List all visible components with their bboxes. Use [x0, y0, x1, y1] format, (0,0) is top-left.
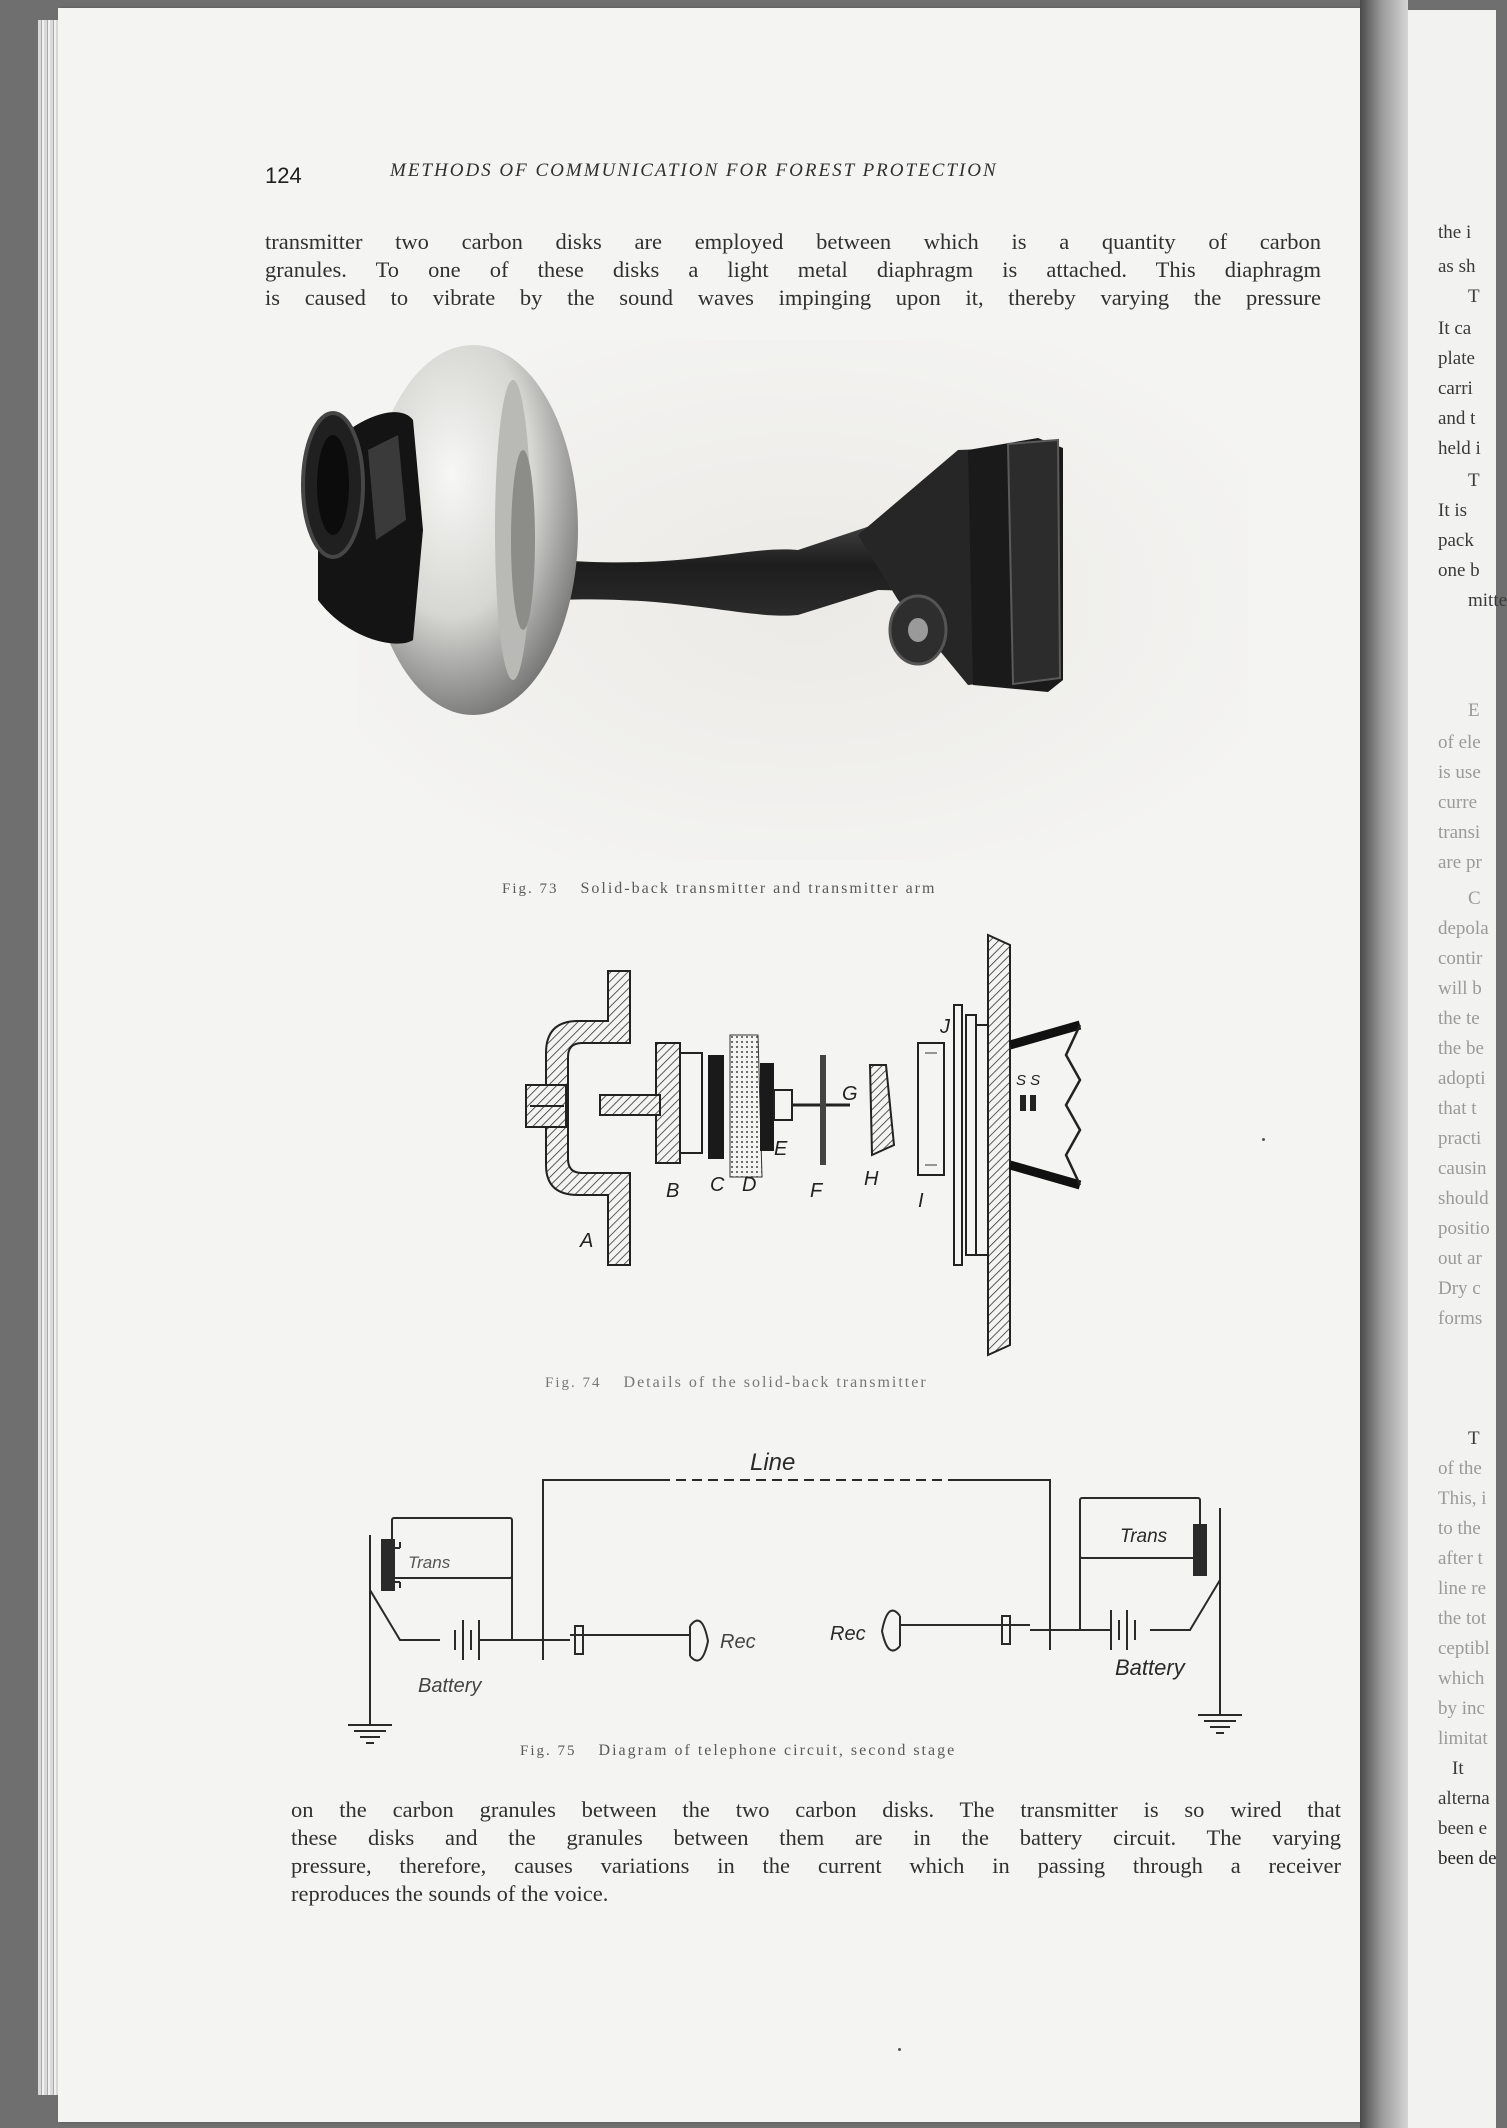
- fig75-caption: [520, 1742, 956, 1760]
- book-gutter: [1360, 0, 1408, 2128]
- facing-page-fragment: and t: [1438, 408, 1476, 429]
- part-label-b: B: [666, 1180, 680, 1202]
- speck: [898, 2048, 901, 2051]
- facing-page-fragment: limitat: [1438, 1728, 1488, 1749]
- battery-left-label: Battery: [418, 1675, 482, 1697]
- facing-page-fragment: T: [1468, 1428, 1480, 1449]
- trans-right-label: Trans: [1120, 1526, 1168, 1547]
- trans-left-label: Trans: [408, 1553, 451, 1572]
- facing-page-fragment: contir: [1438, 948, 1483, 969]
- fig75-caption-text: Diagram of telephone circuit, second stage: [598, 1742, 957, 1759]
- facing-page-fragment: This, i: [1438, 1488, 1487, 1509]
- facing-page-fragment: curre: [1438, 792, 1478, 813]
- part-label-f: F: [810, 1180, 823, 1202]
- page-number: 124: [265, 163, 302, 188]
- facing-page-fragment: It ca: [1438, 318, 1472, 339]
- text-line: reproduces the sounds of the voice.: [291, 1881, 609, 1906]
- facing-page-fragment: alterna: [1438, 1788, 1490, 1809]
- battery-right-label: Battery: [1115, 1655, 1185, 1680]
- facing-page-fragment: as sh: [1438, 256, 1476, 277]
- facing-page-fragment: the tot: [1438, 1608, 1487, 1629]
- facing-page: [1408, 10, 1507, 2128]
- paragraph-top: [265, 228, 1321, 312]
- facing-page-fragment: It: [1452, 1758, 1464, 1779]
- fig74-caption-text: Details of the solid-back transmitter: [623, 1374, 928, 1391]
- facing-page-fragment: which: [1438, 1668, 1485, 1689]
- fig75-circuit-diagram: [330, 1430, 1260, 1740]
- text-line: these disks and the granules between them are in the battery circuit. The varying: [291, 1825, 1341, 1850]
- part-label-c: C: [710, 1174, 725, 1196]
- facing-page-fragment: T: [1468, 470, 1480, 491]
- text-line: on the carbon granules between the two carbon disks. The transmitter is so wired that: [291, 1797, 1341, 1822]
- fig74-exploded-diagram: [520, 935, 1080, 1365]
- facing-page-fragment: Dry c: [1438, 1278, 1481, 1299]
- facing-page-fragment: been e: [1438, 1818, 1488, 1839]
- facing-page-fragment: forms: [1438, 1308, 1483, 1329]
- rec-left-label: Rec: [720, 1631, 756, 1653]
- part-label-e: E: [774, 1138, 788, 1160]
- facing-page-fragment: It is: [1438, 500, 1468, 521]
- rec-right-label: Rec: [830, 1623, 866, 1645]
- facing-page-fragment: carri: [1438, 378, 1473, 399]
- fig73-caption-text: Solid-back transmitter and transmitter arm: [580, 880, 937, 897]
- facing-page-fragment: ceptibl: [1438, 1638, 1490, 1659]
- facing-page-fragment: the te: [1438, 1008, 1480, 1029]
- facing-page-fragment: out ar: [1438, 1248, 1482, 1269]
- facing-page-fragment: T: [1468, 286, 1480, 307]
- facing-page-fragment: positio: [1438, 1218, 1490, 1239]
- facing-page-fragment: transi: [1438, 822, 1481, 843]
- speck: [1262, 1138, 1265, 1141]
- fig73-transmitter-photo: [358, 340, 1248, 860]
- facing-page-fragment: pack: [1438, 530, 1474, 551]
- facing-page-fragment: held i: [1438, 438, 1481, 459]
- facing-page-fragment: of ele: [1438, 732, 1481, 753]
- facing-page-fragment: practi: [1438, 1128, 1482, 1149]
- facing-page-fragment: mitte: [1468, 590, 1507, 611]
- text-line: is caused to vibrate by the sound waves impinging upon it, thereby varying the pressure: [265, 285, 1321, 310]
- part-label-a: A: [580, 1230, 594, 1252]
- facing-page-fragment: that t: [1438, 1098, 1477, 1119]
- facing-page-fragment: line re: [1438, 1578, 1487, 1599]
- facing-page-fragment: C: [1468, 888, 1481, 909]
- line-label: Line: [750, 1449, 796, 1476]
- facing-page-fragment: after t: [1438, 1548, 1483, 1569]
- part-label-ss: S S: [1016, 1072, 1041, 1089]
- facing-page-fragment: the i: [1438, 222, 1472, 243]
- fig74-caption: [545, 1374, 928, 1392]
- part-label-d: D: [742, 1174, 757, 1196]
- fig73-caption: [502, 880, 936, 898]
- facing-page-fragment: one b: [1438, 560, 1480, 581]
- facing-page-fragment: plate: [1438, 348, 1475, 369]
- facing-page-fragment: the be: [1438, 1038, 1484, 1059]
- text-line: granules. To one of these disks a light metal diaphragm is attached. This diaphragm: [265, 257, 1321, 282]
- facing-page-fragment: should: [1438, 1188, 1489, 1209]
- fig75-label: Fig. 75: [520, 1743, 577, 1759]
- facing-page-fragment: adopti: [1438, 1068, 1486, 1089]
- facing-page-fragment: of the: [1438, 1458, 1482, 1479]
- facing-page-fragment: are pr: [1438, 852, 1482, 873]
- part-label-g: G: [842, 1083, 858, 1105]
- part-label-i: I: [918, 1190, 924, 1212]
- facing-page-fragment: been de: [1438, 1848, 1497, 1869]
- facing-page-fragment: E: [1468, 700, 1480, 721]
- part-label-j: J: [940, 1016, 950, 1038]
- facing-page-fragment: to the: [1438, 1518, 1481, 1539]
- facing-page-fragment: is use: [1438, 762, 1481, 783]
- facing-page-fragment: will b: [1438, 978, 1482, 999]
- text-line: transmitter two carbon disks are employed between which is a quantity of carbon: [265, 229, 1321, 254]
- part-label-h: H: [864, 1168, 879, 1190]
- fig73-label: Fig. 73: [502, 881, 559, 897]
- facing-page-fragment: by inc: [1438, 1698, 1485, 1719]
- paragraph-bottom: [291, 1796, 1341, 1908]
- facing-page-fragment: causin: [1438, 1158, 1487, 1179]
- facing-page-fragment: depola: [1438, 918, 1489, 939]
- text-line: pressure, therefore, causes variations in the current which in passing through a receiver: [291, 1853, 1341, 1878]
- running-header: METHODS OF COMMUNICATION FOR FOREST PROTECTION: [390, 160, 998, 181]
- fig74-label: Fig. 74: [545, 1375, 602, 1391]
